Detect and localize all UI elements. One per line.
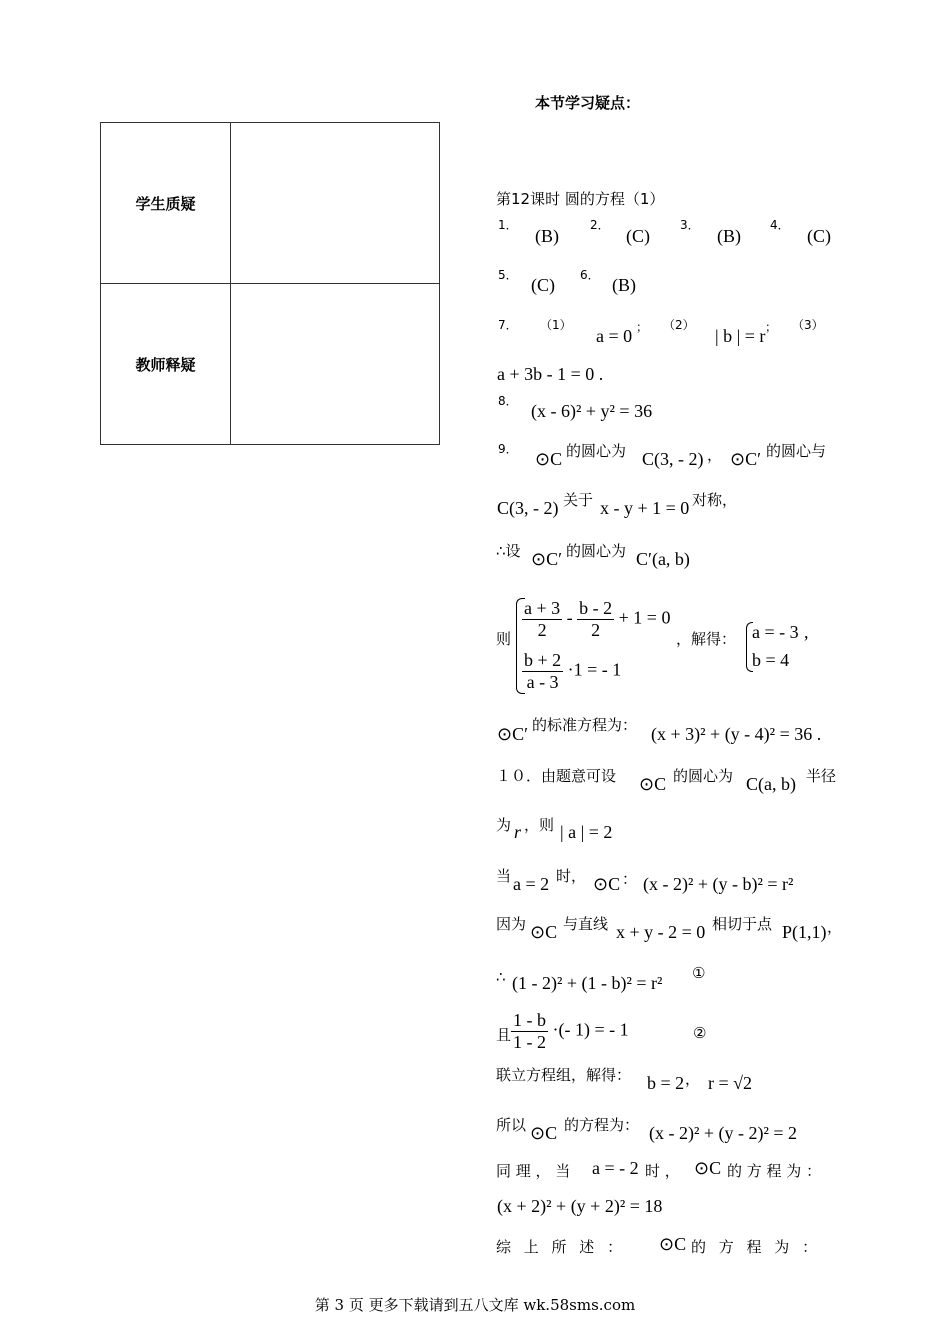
- q10-l1-center: C(a, b): [746, 774, 796, 794]
- q10-l8-text2: 的方程为：: [564, 1116, 640, 1134]
- teacher-answer-label: 教师释疑: [101, 284, 231, 445]
- q9-circle-c: ⊙C: [535, 449, 563, 469]
- q9-sys1-den2: 2: [591, 620, 601, 640]
- q10-l7-b: b = 2: [647, 1073, 685, 1093]
- q10-l3-text2: 时，: [556, 867, 587, 885]
- q10-l9-text3: 的 方 程 为 ：: [727, 1162, 822, 1180]
- q10-l4-line: x + y - 2 = 0: [616, 922, 706, 942]
- q9-sys1-num1: a + 3: [524, 598, 561, 618]
- lesson-title: 第12课时 圆的方程（1）: [496, 190, 665, 208]
- q9-l1-comma: ，: [707, 446, 723, 464]
- q9-l2-line: x - y + 1 = 0: [600, 498, 690, 518]
- q9-sys-eq1: [522, 598, 670, 641]
- q10-l4-comma: ，: [827, 918, 843, 936]
- q10-l11-circle: ⊙C: [659, 1234, 687, 1254]
- q10-l7-text: 联立方程组，解得：: [496, 1066, 632, 1084]
- q10-l6-text: 且: [496, 1026, 512, 1044]
- q10-l2-r: r: [514, 822, 522, 842]
- q7-sep1: ；: [636, 320, 649, 334]
- q9-l1-text2: 的圆心与: [766, 442, 827, 460]
- q10-l3-colon: ：: [622, 870, 638, 888]
- q9-sol-comma: ,: [804, 622, 809, 642]
- q10-l9-cond: a = - 2: [592, 1158, 639, 1178]
- q10-l1-text3: 半径: [806, 767, 837, 785]
- q10-l7-r: r = √2: [708, 1073, 753, 1093]
- q7-part1: （1）: [540, 318, 572, 332]
- q10-l2-text2: ，则: [524, 816, 555, 834]
- q9-sys1-den1: 2: [537, 620, 547, 640]
- q4-number: 4．: [770, 218, 790, 232]
- q10-l8-eq: (x - 2)² + (y - 2)² = 2: [649, 1123, 798, 1143]
- q7-eq3: a + 3b - 1 = 0 .: [497, 364, 604, 384]
- q10-l4-point: P(1,1): [782, 922, 827, 942]
- q10-l5-therefore: ∴: [496, 968, 506, 986]
- student-question-label: 学生质疑: [101, 123, 231, 284]
- q2-number: 2．: [590, 218, 610, 232]
- q10-l1-text2: 的圆心为: [673, 767, 734, 785]
- q9-sol2: b = 4: [752, 650, 790, 670]
- q10-l5-eq: (1 - 2)² + (1 - b)² = r²: [512, 973, 663, 993]
- q9-l2-text1: 关于: [563, 491, 594, 509]
- q6-answer: (B): [612, 275, 636, 295]
- q10-l4-circle: ⊙C: [530, 922, 558, 942]
- q10-l3-eq: (x - 2)² + (y - b)² = r²: [643, 874, 794, 894]
- q9-sys-eq2: [522, 650, 621, 693]
- q10-l2-eq: | a | = 2: [560, 822, 613, 842]
- q9-l3-therefore: ∴设: [496, 542, 521, 560]
- q9-solve-text: ，解得：: [676, 630, 737, 648]
- q8-eq: (x - 6)² + y² = 36: [531, 401, 653, 421]
- q9-sol1: a = - 3: [752, 622, 799, 642]
- q10-l9-circle: ⊙C: [694, 1158, 722, 1178]
- q9-sys-prefix: 则: [496, 630, 512, 648]
- q10-l1-text1: １０．由题意可设: [496, 767, 617, 785]
- q1-answer: (B): [535, 226, 559, 246]
- q9-sys2-end: ·1 = - 1: [567, 659, 622, 680]
- q10-l4-text1: 因为: [496, 915, 527, 933]
- q10-l2-text1: 为: [496, 816, 512, 834]
- student-question-cell: [231, 123, 440, 284]
- q9-l1-text1: 的圆心为: [566, 442, 627, 460]
- q9-std-eq: (x + 3)² + (y - 4)² = 36 .: [651, 724, 822, 744]
- q10-l11-text1: 综 上 所 述 ：: [496, 1238, 623, 1256]
- q7-sep2: ；: [765, 320, 778, 334]
- q1-number: 1．: [498, 218, 518, 232]
- q10-l6-marker: ②: [693, 1024, 707, 1042]
- q10-l4-text3: 相切于点: [712, 915, 773, 933]
- q9-l3-center: C′(a, b): [636, 549, 690, 569]
- q8-number: 8．: [498, 394, 518, 408]
- q10-l6-den: 1 - 2: [513, 1032, 546, 1052]
- question-table: [100, 122, 440, 445]
- q10-l4-text2: 与直线: [563, 915, 609, 933]
- q10-l5-marker: ①: [692, 964, 706, 982]
- section-title: 本节学习疑点：: [535, 94, 641, 112]
- q9-sys1-num2: b - 2: [579, 598, 613, 618]
- q9-std-text: 的标准方程为：: [532, 716, 638, 734]
- q10-l7-comma: ，: [685, 1070, 701, 1088]
- q3-number: 3．: [680, 218, 700, 232]
- q9-sys1-mid: -: [566, 607, 573, 628]
- q3-answer: (B): [717, 226, 741, 246]
- q10-l1-circle: ⊙C: [639, 774, 667, 794]
- q9-number: 9．: [498, 442, 518, 456]
- q9-sys1-end: + 1 = 0: [618, 607, 671, 628]
- q10-l11-text2: 的 方 程 为 ：: [691, 1238, 818, 1256]
- q6-number: 6．: [580, 268, 600, 282]
- q10-l9-text2: 时 ，: [645, 1162, 680, 1180]
- q4-answer: (C): [807, 226, 831, 246]
- q9-circle-c-prime: ⊙C′: [730, 449, 762, 469]
- q7-eq1: a = 0: [596, 326, 633, 346]
- q7-eq2: | b | = r: [715, 326, 766, 346]
- teacher-answer-cell: [231, 284, 440, 445]
- q5-number: 5．: [498, 268, 518, 282]
- q5-answer: (C): [531, 275, 555, 295]
- q10-l6-eq: [511, 1010, 629, 1053]
- q9-sys2-den: a - 3: [526, 672, 559, 692]
- q10-l3-text1: 当: [496, 867, 512, 885]
- q10-l6-num: 1 - b: [513, 1010, 546, 1030]
- q2-answer: (C): [626, 226, 650, 246]
- q10-l8-circle: ⊙C: [530, 1123, 558, 1143]
- q10-l9-text1: 同 理 ， 当: [496, 1162, 571, 1180]
- q9-l3-circle: ⊙C′: [531, 549, 563, 569]
- q10-l3-cond: a = 2: [513, 874, 550, 894]
- q10-l8-text1: 所以: [496, 1116, 527, 1134]
- q7-number: 7．: [498, 318, 518, 332]
- q7-part2: （2）: [663, 318, 695, 332]
- q10-l3-circle: ⊙C: [593, 874, 621, 894]
- q9-sys2-num: b + 2: [524, 650, 562, 670]
- q9-l2-center: C(3, - 2): [497, 498, 559, 518]
- q10-l10-eq: (x + 2)² + (y + 2)² = 18: [497, 1196, 663, 1216]
- q9-l1-center: C(3, - 2): [642, 449, 704, 469]
- q10-l6-rest: ·(- 1) = - 1: [552, 1019, 629, 1040]
- q9-std-circle: ⊙C′: [497, 724, 529, 744]
- q7-part3: （3）: [792, 318, 824, 332]
- page-footer: 第 3 页 更多下载请到五八文库 wk.58sms.com: [314, 1296, 636, 1314]
- q9-l3-text: 的圆心为: [566, 542, 627, 560]
- q9-l2-text2: 对称，: [692, 491, 738, 509]
